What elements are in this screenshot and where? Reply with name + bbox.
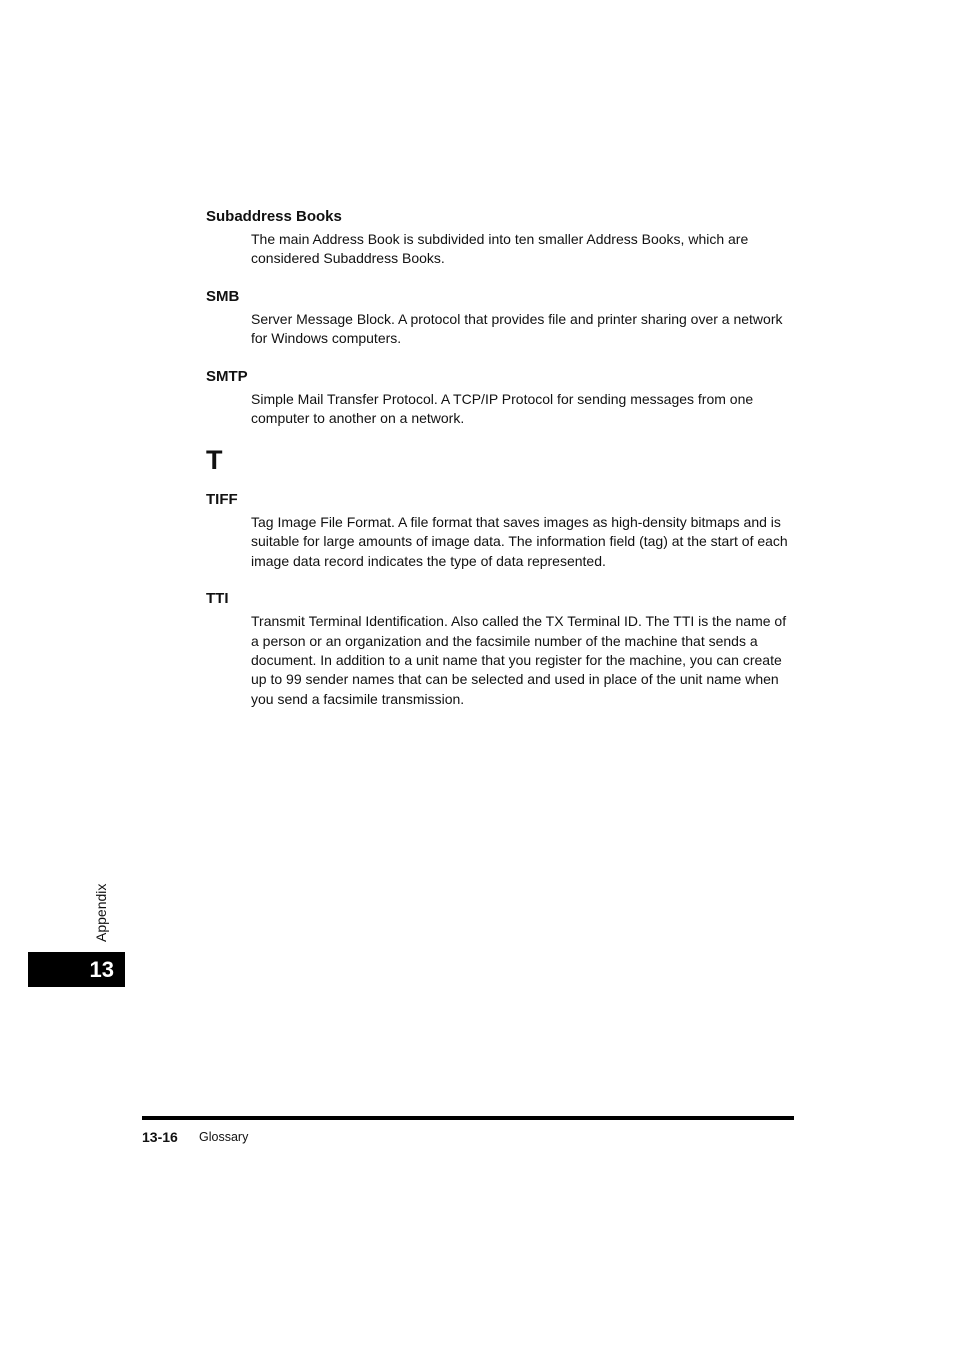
glossary-entries-t xyxy=(206,490,796,727)
glossary-entry xyxy=(206,589,796,709)
entry-definition: Tag Image File Format. A file format that saves images as high-density bitmaps and is suitable for large amounts of image data. The information field (tag) at the start of each image data record indicates the type of data represented. xyxy=(251,514,788,569)
entry-definition: The main Address Book is subdivided into ten smaller Address Books, which are considered Subaddress Books. xyxy=(251,231,749,267)
entry-term: SMTP xyxy=(206,367,248,385)
side-section-label: Appendix xyxy=(93,883,109,942)
entry-term: Subaddress Books xyxy=(206,208,342,225)
footer-section-title: Glossary xyxy=(199,1130,249,1144)
glossary-entry xyxy=(206,287,796,349)
page-number: 13-16 xyxy=(142,1129,178,1145)
entry-definition: Server Message Block. A protocol that provides file and printer sharing over a network for Windows computers. xyxy=(251,310,783,347)
entry-term: TIFF xyxy=(206,491,238,508)
entry-term: TTI xyxy=(206,590,229,608)
glossary-entry xyxy=(206,490,796,571)
glossary-entry xyxy=(206,207,796,269)
entry-definition: Simple Mail Transfer Protocol. A TCP/IP Protocol for sending messages from one computer to another on a network. xyxy=(251,390,754,427)
entry-definition: Transmit Terminal Identification. Also called the TX Terminal ID. The TTI is the name of a person or an organization and the facsimile number of the machine that sends a document. In addition to a unit name that you register for the machine, you can create up to 99 sender names that can be selected and used in place of the unit name when you send a facsimile transmission. xyxy=(251,613,787,707)
letter-heading: T xyxy=(206,445,223,475)
footer-rule xyxy=(142,1116,794,1120)
entry-term: SMB xyxy=(206,287,240,305)
glossary-entry xyxy=(206,367,796,429)
glossary-entries-s xyxy=(206,207,796,446)
chapter-number-tab: 13 xyxy=(28,952,125,987)
